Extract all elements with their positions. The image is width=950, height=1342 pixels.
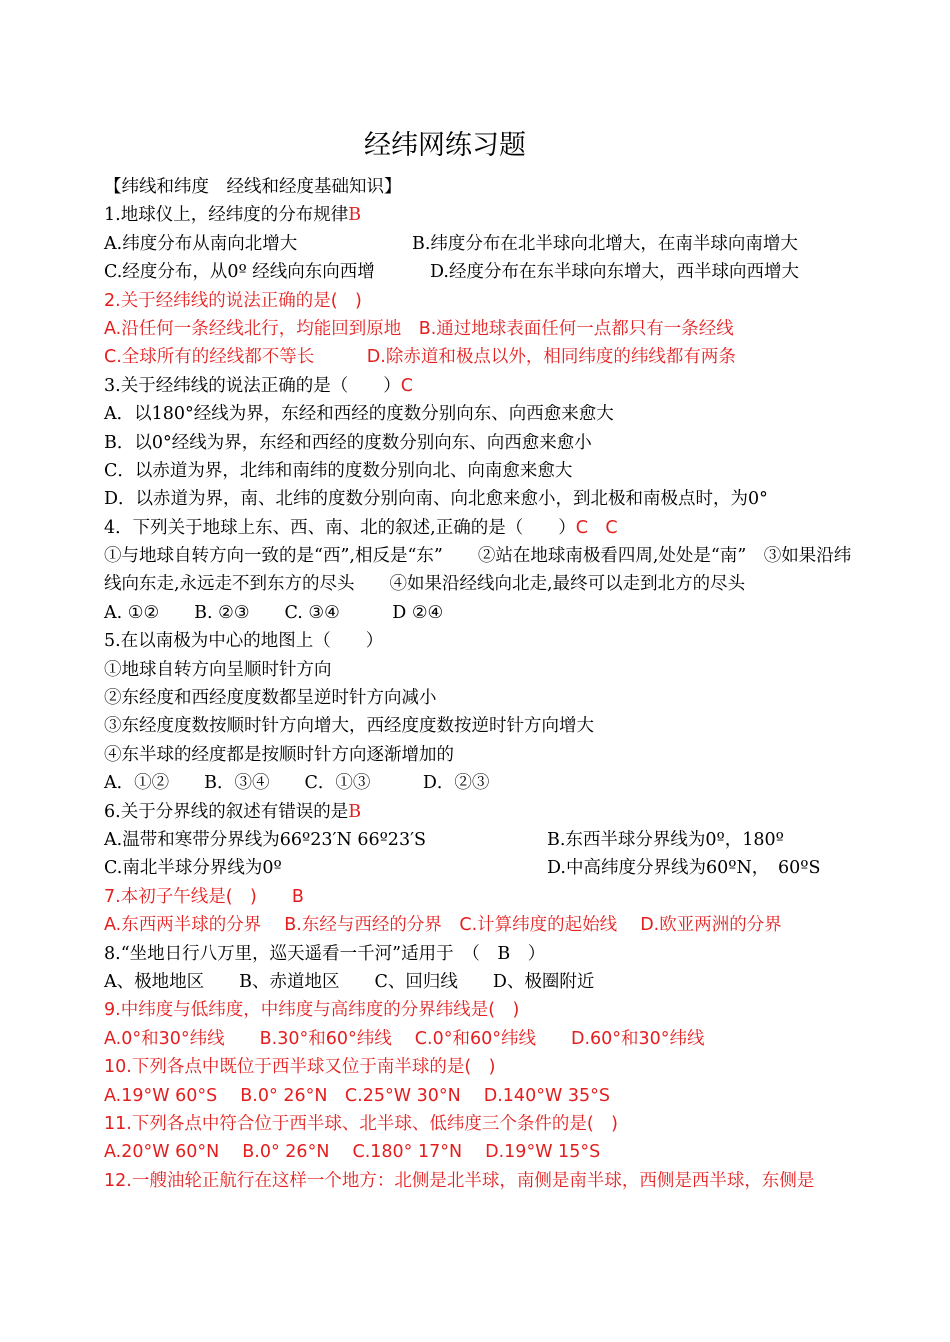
q6-answer: B <box>348 801 362 822</box>
q7-stem: 7.本初子午线是( ) B <box>104 886 304 907</box>
q10-options: A.19°W 60°S B.0° 26°N C.25°W 30°N D.140°W 35°S <box>104 1085 610 1106</box>
q8-options: A、极地地区 B、赤道地区 C、回归线 D、极圈附近 <box>104 971 595 992</box>
q3-option-d: D．以赤道为界，南、北纬的度数分别向南、向北愈来愈小，到北极和南极点时，为0° <box>104 489 768 510</box>
q2-options-ab: A.沿任何一条经线北行，均能回到原地 B.通过地球表面任何一点都只有一条经线 <box>104 318 734 339</box>
q4-stem <box>104 514 864 542</box>
q1-option-d: D.经度分布在东半球向东增大，西半球向西增大 <box>430 262 799 283</box>
q6-options-ab <box>104 826 864 854</box>
q1-stem-text: 1.地球仪上，经纬度的分布规律 <box>104 205 349 226</box>
section-heading: 【纬线和纬度 经线和经度基础知识】 <box>104 177 402 197</box>
page-title: 经纬网练习题 <box>364 130 526 161</box>
q2-options-cd: C.全球所有的经线都不等长 D.除赤道和极点以外，相同纬度的纬线都有两条 <box>104 347 736 368</box>
q5-statement-4: ④东半球的经度都是按顺时针方向逐渐增加的 <box>104 744 454 765</box>
q1-option-c: C.经度分布，从0º 经线向东向西增 <box>104 262 375 283</box>
q6-stem-text: 6.关于分界线的叙述有错误的是 <box>104 801 349 822</box>
q11-stem: 11.下列各点中符合位于西半球、北半球、低纬度三个条件的是( ) <box>104 1113 618 1134</box>
q6-options-cd <box>104 854 864 882</box>
q3-option-c: C．以赤道为界，北纬和南纬的度数分别向北、向南愈来愈大 <box>104 460 573 481</box>
q12-stem: 12.一艘油轮正航行在这样一个地方：北侧是北半球，南侧是南半球，西侧是西半球，东侧是 <box>104 1170 815 1191</box>
q4-answer: C C <box>575 517 618 538</box>
q11-options: A.20°W 60°N B.0° 26°N C.180° 17°N D.19°W 15°S <box>104 1142 601 1163</box>
q1-answer: B <box>348 205 362 226</box>
q1-option-a: A.纬度分布从南向北增大 <box>104 233 298 254</box>
q1-options-ab <box>104 230 864 258</box>
q5-stem: 5.在以南极为中心的地图上（ ） <box>104 631 384 652</box>
q5-statement-1: ①地球自转方向呈顺时针方向 <box>104 659 332 680</box>
q6-stem <box>104 798 864 826</box>
q5-statement-3: ③东经度度数按顺时针方向增大，西经度度数按逆时针方向增大 <box>104 716 594 737</box>
q2-stem: 2.关于经纬线的说法正确的是( ) <box>104 290 362 311</box>
q9-options: A.0°和30°纬线 B.30°和60°纬线 C.0°和60°纬线 D.60°和30°纬线 <box>104 1028 705 1049</box>
q3-answer: C <box>400 375 413 396</box>
q1-stem <box>104 201 864 229</box>
question-list <box>104 173 864 1195</box>
q3-stem <box>104 372 864 400</box>
q7-options: A.东西两半球的分界 B.东经与西经的分界 C.计算纬度的起始线 D.欧亚两洲的分界 <box>104 915 782 936</box>
q8-stem: 8.“坐地日行八万里，巡天遥看一千河”适用于 （ B ） <box>104 943 546 964</box>
q3-stem-text: 3.关于经纬线的说法正确的是（ ） <box>104 375 401 396</box>
q9-stem: 9.中纬度与低纬度，中纬度与高纬度的分界纬线是( ) <box>104 1000 520 1021</box>
q5-options: A．①② B．③④ C．①③ D．②③ <box>104 773 490 794</box>
q6-option-b: B.东西半球分界线为0º，180º <box>547 830 784 851</box>
q4-options: A. ①② B. ②③ C. ③④ D ②④ <box>104 602 444 623</box>
q1-options-cd <box>104 258 864 286</box>
q4-stem-text: 4．下列关于地球上东、西、南、北的叙述,正确的是（ ） <box>104 517 576 538</box>
q1-option-b: B.纬度分布在北半球向北增大，在南半球向南增大 <box>412 233 798 254</box>
q10-stem: 10.下列各点中既位于西半球又位于南半球的是( ) <box>104 1057 496 1078</box>
q6-option-d: D.中高纬度分界线为60ºN， 60ºS <box>547 858 821 879</box>
q5-statement-2: ②东经度和西经度度数都呈逆时针方向减小 <box>104 688 437 709</box>
q4-body: ①与地球自转方向一致的是“西”,相反是“东” ②站在地球南极看四周,处处是“南” ③如果沿纬线向东走,永远走不到东方的尽头 ④如果沿经线向北走,最终可以走到北方的尽头 <box>104 546 852 595</box>
q6-option-c: C.南北半球分界线为0º <box>104 858 282 879</box>
q3-option-a: A．以180°经线为界，东经和西经的度数分别向东、向西愈来愈大 <box>104 404 614 425</box>
q6-option-a: A.温带和寒带分界线为66º23′N 66º23′S <box>104 830 427 851</box>
q3-option-b: B．以0°经线为界，东经和西经的度数分别向东、向西愈来愈小 <box>104 432 592 453</box>
